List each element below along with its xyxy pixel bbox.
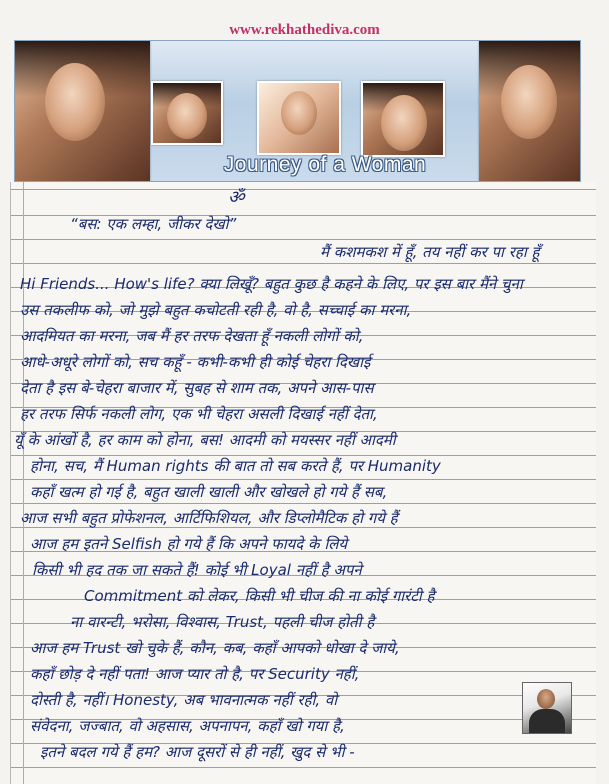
letter-line: “बस: एक लम्हा, जीकर देखो” — [70, 215, 237, 233]
letter-line: दोस्ती है, नहीं। Honesty, अब भावनात्मक नहीं रही, वो — [30, 691, 338, 709]
author-photo — [522, 682, 572, 734]
letter-line: होना, सच, मैं Human rights की बात तो सब करते हैं, पर Humanity — [30, 457, 441, 475]
letter-line: मैं कशमकश में हूँ, तय नहीं कर पा रहा हूँ — [320, 243, 540, 261]
letter-line: आधे-अधूरे लोगों को, सच कहूँ - कभी-कभी ही कोई चेहरा दिखाई — [20, 353, 371, 371]
banner-title: Journey of a Woman — [223, 153, 427, 176]
letter-line: कहाँ छोड़ दे नहीं पता! आज प्यार तो है, पर Security नहीं, — [30, 665, 360, 683]
banner-photo-left — [15, 41, 150, 181]
letter-line: यूँ के आंखों है, हर काम को होना, बस! आदमी को मयस्सर नहीं आदमी — [14, 431, 396, 449]
letter-line: इतने बदल गये हैं हम? आज दूसरों से ही नहीं, खुद से भी - — [40, 743, 355, 761]
letter-line: संवेदना, जज्बात, वो अहसास, अपनापन, कहाँ खो गया है, — [30, 717, 345, 735]
banner-photo-2 — [151, 81, 223, 145]
letter-line: आज हम Trust खो चुके हैं, कौन, कब, कहाँ आपको धोखा दे जाये, — [30, 639, 400, 657]
letter-line: आज हम इतने Selfish हो गये हैं कि अपने फायदे के लिये — [30, 535, 348, 553]
letter-line: Commitment को लेकर, किसी भी चीज की ना कोई गारंटी है — [84, 587, 435, 605]
letter-line: आज सभी बहुत प्रोफेशनल, आर्टिफिशियल, और डिप्लोमैटिक हो गये हैं — [20, 509, 398, 527]
letter-line: उस तकलीफ को, जो मुझे बहुत कचोटती रही है, वो है, सच्चाई का मरना, — [20, 301, 412, 319]
letter-line: आदमियत का मरना, जब मैं हर तरफ देखता हूँ नकली लोगों को, — [20, 327, 364, 345]
letter-line: किसी भी हद तक जा सकते हैं! कोई भी Loyal नहीं है अपने — [32, 561, 362, 579]
margin-line — [23, 182, 24, 784]
letter-line: ॐ — [228, 188, 245, 208]
letter-line: हर तरफ सिर्फ नकली लोग, एक भी चेहरा असली दिखाई नहीं देता, — [20, 405, 378, 423]
site-url: www.rekhathediva.com — [229, 22, 380, 38]
banner-photo-3 — [257, 81, 341, 155]
banner-photo-4 — [361, 81, 445, 157]
banner — [14, 40, 581, 182]
letter-line: कहाँ खत्म हो गई है, बहुत खाली खाली और खोखले हो गये हैं सब, — [30, 483, 388, 501]
letter-line: Hi Friends... How's life? क्या लिखूँ? बहुत कुछ है कहने के लिए, पर इस बार मैंने चुना — [20, 275, 523, 293]
banner-photo-right — [479, 41, 580, 181]
letter-line: देता है इस बे-चेहरा बाजार में, सुबह से शाम तक, अपने आस-पास — [20, 379, 374, 397]
letter-line: ना वारन्टी, भरोसा, विश्वास, Trust, पहली चीज होती है — [70, 613, 375, 631]
